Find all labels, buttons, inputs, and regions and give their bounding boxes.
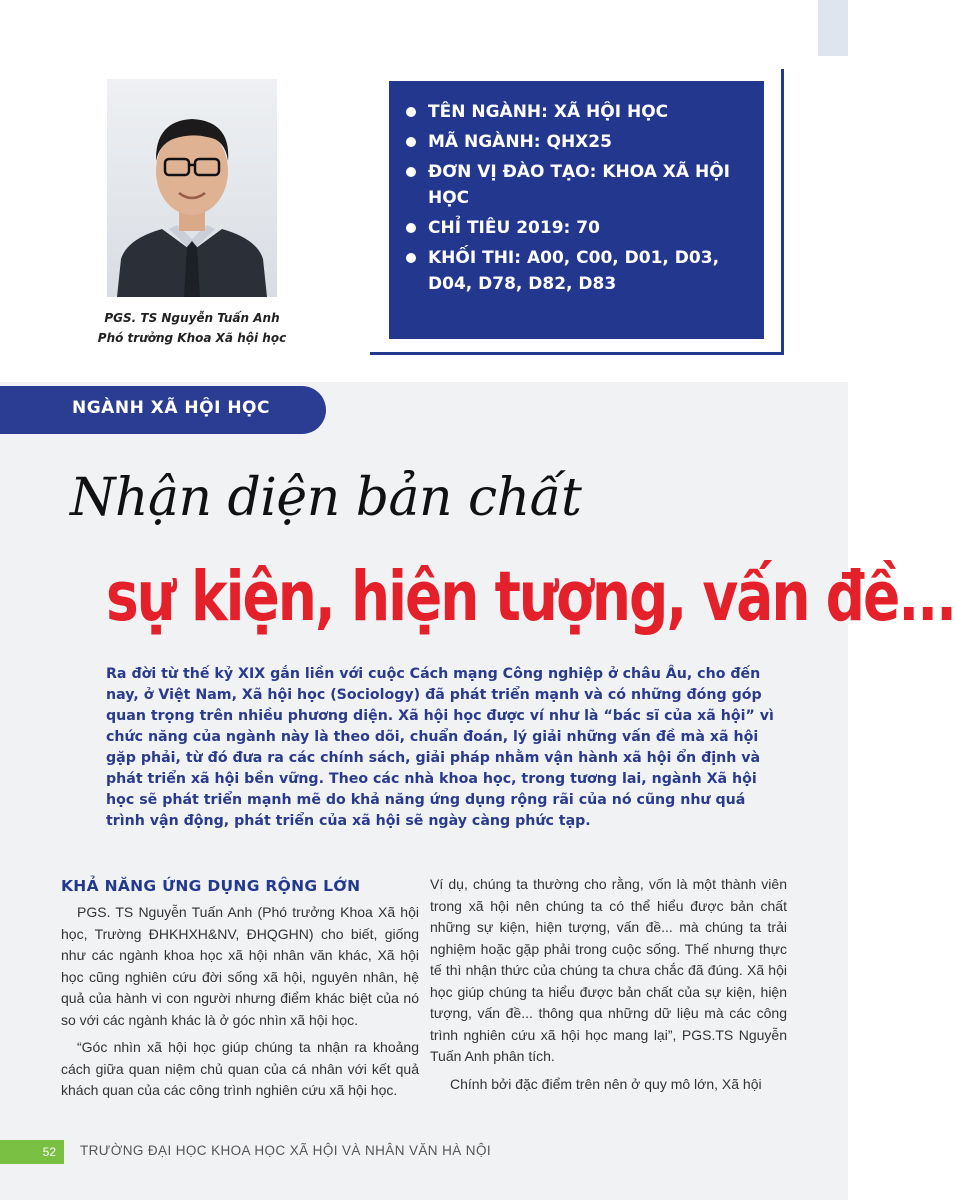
corner-tab — [818, 0, 848, 56]
caption-role: Phó trưởng Khoa Xã hội học — [97, 331, 287, 345]
subheading: KHẢ NĂNG ỨNG DỤNG RỘNG LỚN — [61, 877, 361, 895]
body-paragraph: “Góc nhìn xã hội học giúp chúng ta nhận ra khoảng cách giữa quan niệm chủ quan của cá nhân với kết quả khách quan của các công trình nghiên cứu xã hội học. — [61, 1039, 419, 1098]
info-item: MÃ NGÀNH: QHX25 — [405, 129, 750, 155]
info-item: TÊN NGÀNH: XÃ HỘI HỌC — [405, 99, 750, 125]
lead-paragraph: Ra đời từ thế kỷ XIX gắn liền với cuộc Cách mạng Công nghiệp ở châu Âu, cho đến nay, ở Việt Nam, Xã hội học (Sociology) đã phát triển mạnh và có những đóng góp quan trọng trên nhiều phương diện. Xã hội học được ví như là “bác sĩ của xã hội” vì chức năng của ngành này là theo dõi, chuẩn đoán, lý giải những vấn đề mà xã hội gặp phải, từ đó đưa ra các chính sách, giải pháp nhằm vận hành xã hội ổn định và phát triển xã hội bền vững. Theo các nhà khoa học, trong tương lai, ngành Xã hội học sẽ phát triển mạnh mẽ do khả năng ứng dụng rộng rãi của nó cũng như quá trình vận động, phát triển của xã hội sẽ ngày càng phức tạp. — [106, 666, 774, 829]
caption-name: PGS. TS Nguyễn Tuấn Anh — [104, 311, 280, 325]
headline-line-2: sự kiện, hiện tượng, vấn đề... — [106, 556, 955, 637]
headline-line-1: Nhận diện bản chất — [70, 468, 582, 528]
bullet-icon — [406, 137, 416, 147]
page-number: 52 — [0, 1140, 64, 1164]
info-item: CHỈ TIÊU 2019: 70 — [405, 215, 750, 241]
bullet-icon — [406, 107, 416, 117]
article-column-left — [61, 874, 419, 1108]
info-item: ĐƠN VỊ ĐÀO TẠO: KHOA XÃ HỘI HỌC — [405, 159, 750, 211]
footer-institution: TRƯỜNG ĐẠI HỌC KHOA HỌC XÃ HỘI VÀ NHÂN VĂN HÀ NỘI — [80, 1143, 492, 1158]
body-paragraph: PGS. TS Nguyễn Tuấn Anh (Phó trưởng Khoa Xã hội học, Trường ĐHKHXH&NV, ĐHQGHN) cho biết, giống như các ngành khoa học xã hội nhân văn khác, Xã hội học cũng nghiên cứu đời sống xã hội, nguyên nhân, hệ quả của hành vi con người nhưng điểm khác biệt của nó so với các ngành khác là ở góc nhìn xã hội học. — [61, 904, 419, 1028]
bullet-icon — [406, 253, 416, 263]
bullet-icon — [406, 167, 416, 177]
section-tab-label: NGÀNH XÃ HỘI HỌC — [72, 398, 270, 418]
photo-caption — [96, 308, 288, 348]
program-info-list — [405, 99, 750, 297]
body-paragraph: Chính bởi đặc điểm trên nên ở quy mô lớn, Xã hội — [450, 1075, 762, 1092]
body-paragraph: Ví dụ, chúng ta thường cho rằng, vốn là một thành viên trong xã hội nên chúng ta có thể hiểu được bản chất những sự kiện, hiện tượng, vấn đề... mà chúng ta trải nghiệm hoặc gặp phải trong cuộc sống. Thế nhưng thực tế thì nhận thức của chúng ta chưa chắc đã đúng. Xã hội học giúp chúng ta hiểu được bản chất của sự kiện, hiện tượng, vấn đề... thông qua những dữ liệu mà các công trình nghiên cứu xã hội học mang lại”, PGS.TS Nguyễn Tuấn Anh phân tích. — [430, 876, 787, 1064]
section-tab — [0, 386, 326, 434]
program-info-box — [389, 81, 764, 339]
info-item: KHỐI THI: A00, C00, D01, D03, D04, D78, D82, D83 — [405, 245, 750, 297]
bullet-icon — [406, 223, 416, 233]
article-column-right — [430, 874, 787, 1101]
portrait-photo — [107, 79, 277, 297]
